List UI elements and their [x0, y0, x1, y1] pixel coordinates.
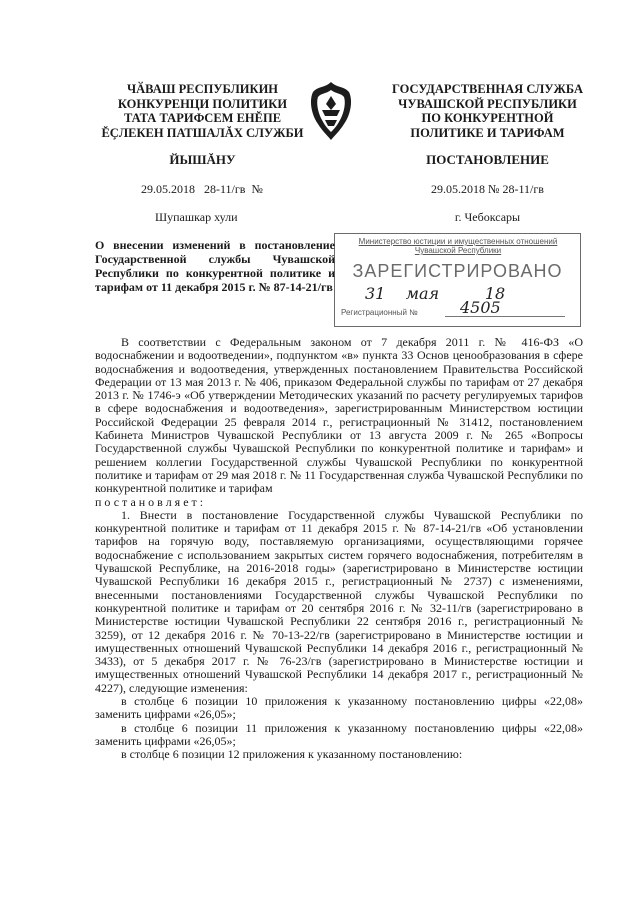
left-doc-type: ЙЫШĂНУ	[169, 152, 236, 167]
stamp-registered: ЗАРЕГИСТРИРОВАНО	[352, 261, 563, 281]
change-2-paragraph: в столбце 6 позиции 11 приложения к указанному постановлению цифры «22,08» заменить цифрами «26,05»;	[95, 720, 583, 748]
right-org-line-3: ПО КОНКУРЕНТНОЙ	[421, 111, 554, 125]
chuvash-emblem-icon	[306, 80, 356, 142]
item-1-paragraph: 1. Внести в постановление Государственной службы Чувашской Республики по конкурентной политике и тарифам от 11 декабря 2015 г. № 87-14-21/гв «Об установлении тарифов на горячую воду, поставляемую организациями, осуществляющими горячее водоснабжение с использованием закрытых систем горячего водоснабжения, потребителям в Чувашской Республике, на 2016-2018 годы» (зарегистрировано в Министерстве юстиции Чувашской Республики 16 декабря 2015 г., регистрационный № 2737) с изменениями, внесенными постановлениями Государственной службы Чувашской Республики по конкурентной политике и тарифам от 20 сентября 2016 г. № 32-11/гв (зарегистрировано в Министерстве юстиции Чувашской Республики 22 сентября 2016 г., регистрационный № 3259), от 12 декабря 2016 г. № 70-13-22/гв (зарегистрировано в Министерстве юстиции и имущественных отношений Чувашской Республики 14 декабря 2016 г., регистрационный № 3433), от 5 декабря 2017 г. № 76-23/гв (зарегистрировано в Министерстве юстиции и имущественных отношений Чувашской Республики 14 декабря 2017 г., регистрационный № 4227), следующие изменения:	[95, 507, 583, 695]
change-3-paragraph: в столбце 6 позиции 12 приложения к указанному постановлению:	[121, 747, 463, 762]
change-1-paragraph: в столбце 6 позиции 10 приложения к указанному постановлению цифры «22,08» заменить цифрами «26,05»;	[95, 694, 583, 722]
left-date-number: 29.05.2018 28-11/гв №	[141, 182, 263, 196]
preamble-paragraph: В соответствии с Федеральным законом от 7 декабря 2011 г. № 416-ФЗ «О водоснабжении и водоотведении», подпунктом «в» пункта 33 Основ ценообразования в сфере водоснабжения и водоотведения, утвержденных постановлением Правительства Российской Федерации от 13 мая 2013 г. № 406, приказом Федеральной службы по тарифам от 27 декабря 2013 г. № 1746-э «Об утверждении Методических указаний по расчету регулируемых тарифов в сфере водоснабжения и водоотведения», зарегистрированным Министерством юстиции Российской Федерации 25 февраля 2014 г., регистрационный № 31412, постановлением Кабинета Министров Чувашской Республики от 13 августа 2009 г. № 265 «Вопросы Государственной службы Чувашской Республики по конкурентной политике и тарифам» и решением коллегии Государственной службы Чувашской Республики по конкурентной политике и тарифам от 29 мая 2018 г. № 11 Государственная служба Чувашской Республики по конкурентной политике и тарифам	[95, 335, 583, 496]
left-org-line-3: ТАТА ТАРИФСЕМ ЕНĔПЕ	[123, 111, 282, 125]
stamp-handwritten-date: 31 мая 18	[365, 284, 506, 303]
document-body	[95, 336, 583, 762]
right-date-number: 29.05.2018 № 28-11/гв	[431, 182, 544, 196]
right-city: г. Чебоксары	[454, 210, 521, 224]
right-org-name	[375, 82, 600, 140]
stamp-ministry: Министерство юстиции и имущественных отношений Чувашской Республики	[358, 237, 558, 255]
right-doc-type: ПОСТАНОВЛЕНИЕ	[426, 152, 549, 167]
left-city: Шупашкар хули	[155, 210, 238, 224]
registration-stamp	[334, 233, 581, 327]
right-org-line-2: ЧУВАШСКОЙ РЕСПУБЛИКИ	[398, 96, 577, 111]
stamp-reg-label: Регистрационный №	[341, 308, 418, 317]
right-org-line-4: ПОЛИТИКЕ И ТАРИФАМ	[410, 125, 565, 140]
right-org-line-1: ГОСУДАРСТВЕННАЯ СЛУЖБА	[391, 82, 584, 96]
left-org-name	[100, 82, 305, 140]
decree-word: постановляет:	[95, 494, 207, 509]
document-title: О внесении изменений в постановление Государственной службы Чувашской Республики по конкурентной политике и тарифам от 11 декабря 2015 г. № 87-14-21/гв	[95, 238, 335, 294]
left-org-line-2: КОНКУРЕНЦИ ПОЛИТИКИ	[117, 96, 288, 111]
left-org-line-4: ĔҪЛЕКЕН ПАТШАЛĂХ СЛУЖБИ	[101, 125, 304, 140]
left-org-line-1: ЧӐВАШ РЕСПУБЛИКИН	[126, 82, 279, 96]
stamp-handwritten-number: 4505	[460, 298, 501, 317]
